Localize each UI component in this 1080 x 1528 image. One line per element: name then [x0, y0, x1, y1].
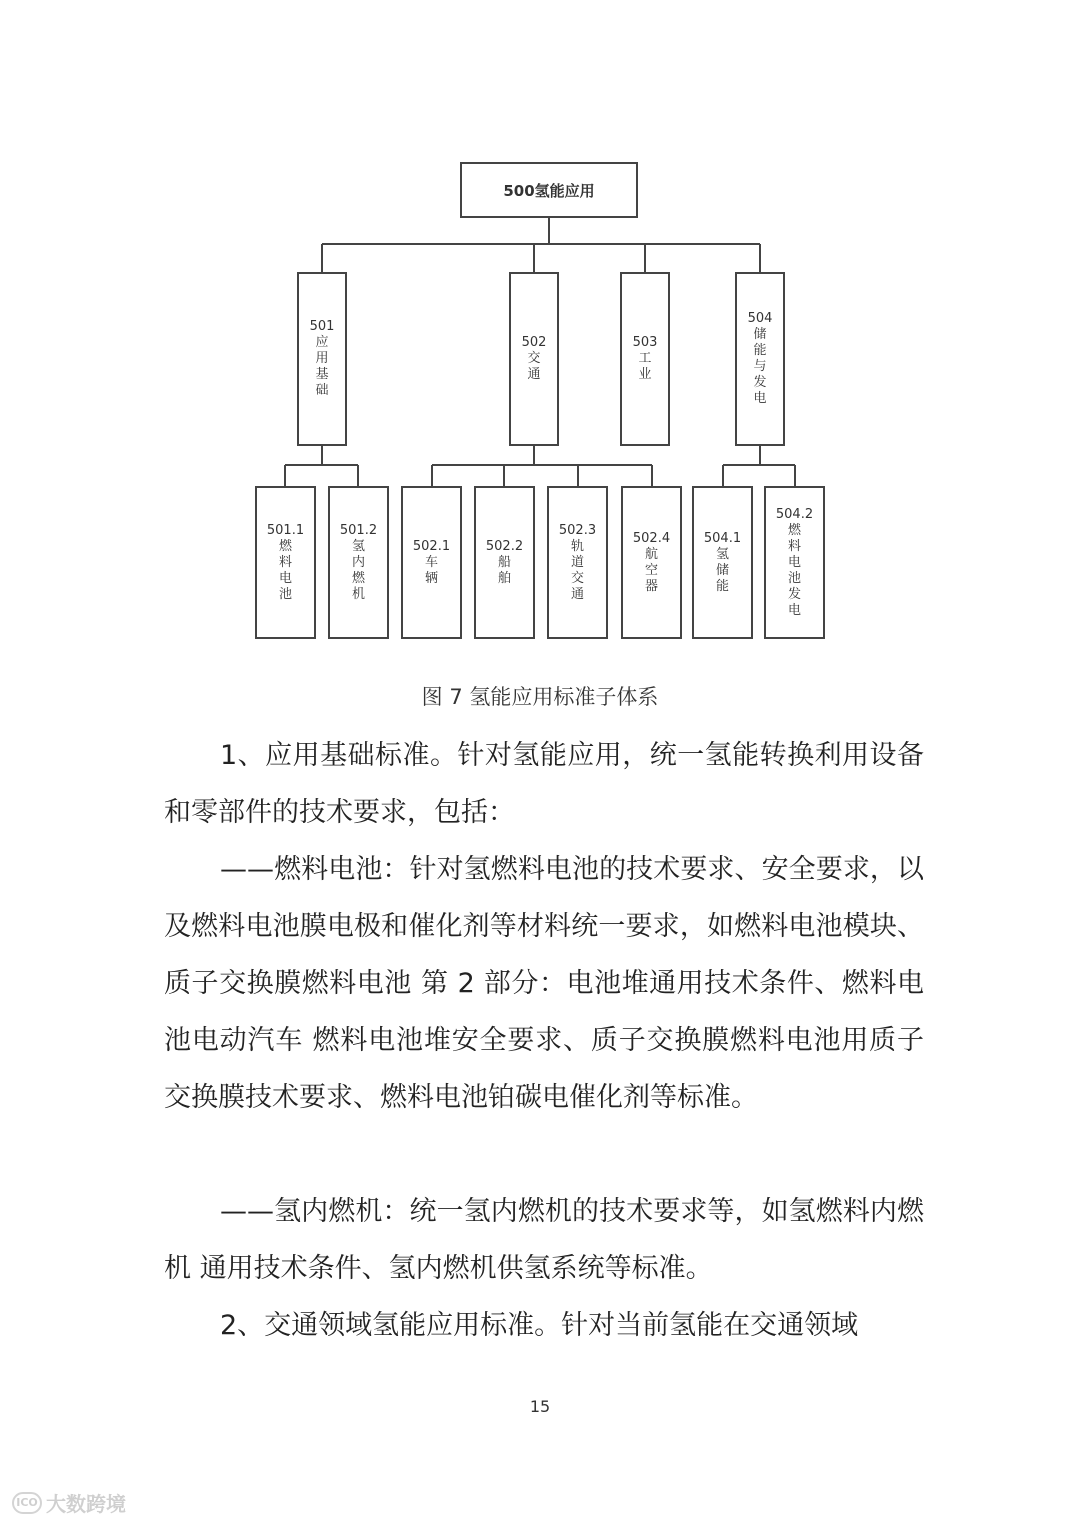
paragraph-hydrogen-engine: ——氢内燃机：统一氢内燃机的技术要求等，如氢燃料内燃机 通用技术条件、氢内燃机供氢系统等标准。 [164, 1196, 924, 1284]
leaf-label: 燃 料 电 池 [278, 538, 292, 602]
node-504 [735, 272, 785, 446]
leaf-504-2 [764, 486, 825, 639]
leaf-502-2 [474, 486, 535, 639]
node-label: 储 能 与 发 电 [753, 327, 767, 406]
leaf-502-3 [547, 486, 608, 639]
root-node [460, 162, 638, 218]
leaf-label: 轨 道 交 通 [570, 538, 584, 602]
node-label: 交 通 [527, 351, 541, 382]
leaf-label: 船 舶 [497, 554, 511, 586]
watermark-logo-icon: ICO [12, 1492, 42, 1514]
leaf-code: 501.2 [339, 522, 378, 538]
leaf-501-2 [328, 486, 389, 639]
leaf-504-1 [692, 486, 753, 639]
watermark-text: 大数跨境 [46, 1492, 126, 1516]
paragraph-transport: 2、交通领域氢能应用标准。针对当前氢能在交通领域 [220, 1310, 859, 1341]
leaf-label: 车 辆 [424, 554, 438, 586]
leaf-502-4 [621, 486, 682, 639]
paragraph-application-basics: 1、应用基础标准。针对氢能应用，统一氢能转换利用设备和零部件的技术要求，包括： [164, 740, 924, 828]
node-code: 503 [632, 335, 658, 350]
paragraph-fuel-cell: ——燃料电池：针对氢燃料电池的技术要求、安全要求，以及燃料电池膜电极和催化剂等材料统一要求，如燃料电池模块、质子交换膜燃料电池 第 2 部分：电池堆通用技术条件、燃料电池电动汽车 燃料电池堆安全要求、质子交换膜燃料电池用质子交换膜技术要求、燃料电池铂碳电催化剂等标准。 [164, 854, 924, 1113]
node-label: 应 用 基 础 [315, 335, 329, 398]
node-code: 504 [747, 311, 773, 326]
leaf-code: 502.1 [412, 538, 451, 554]
leaf-code: 504.1 [703, 530, 742, 546]
watermark [12, 1488, 126, 1517]
leaf-code: 502.3 [558, 522, 597, 538]
node-code: 501 [309, 319, 335, 334]
node-501 [297, 272, 347, 446]
leaf-code: 504.2 [775, 506, 814, 522]
leaf-501-1 [255, 486, 316, 639]
leaf-code: 502.2 [485, 538, 524, 554]
node-code: 502 [521, 335, 547, 350]
leaf-code: 502.4 [632, 530, 671, 546]
leaf-label: 氢 内 燃 机 [351, 538, 365, 602]
root-node-label: 500氢能应用 [503, 181, 595, 200]
standards-tree-diagram [0, 0, 1080, 660]
page-number: 15 [529, 1397, 551, 1416]
node-503 [620, 272, 670, 446]
figure-caption: 图 7 氢能应用标准子体系 [421, 685, 659, 709]
node-502 [509, 272, 559, 446]
leaf-label: 燃 料 电 池 发 电 [787, 522, 801, 618]
node-label: 工 业 [638, 351, 652, 382]
leaf-502-1 [401, 486, 462, 639]
leaf-label: 航 空 器 [644, 546, 658, 594]
leaf-code: 501.1 [266, 522, 305, 538]
leaf-label: 氢 储 能 [715, 546, 729, 594]
